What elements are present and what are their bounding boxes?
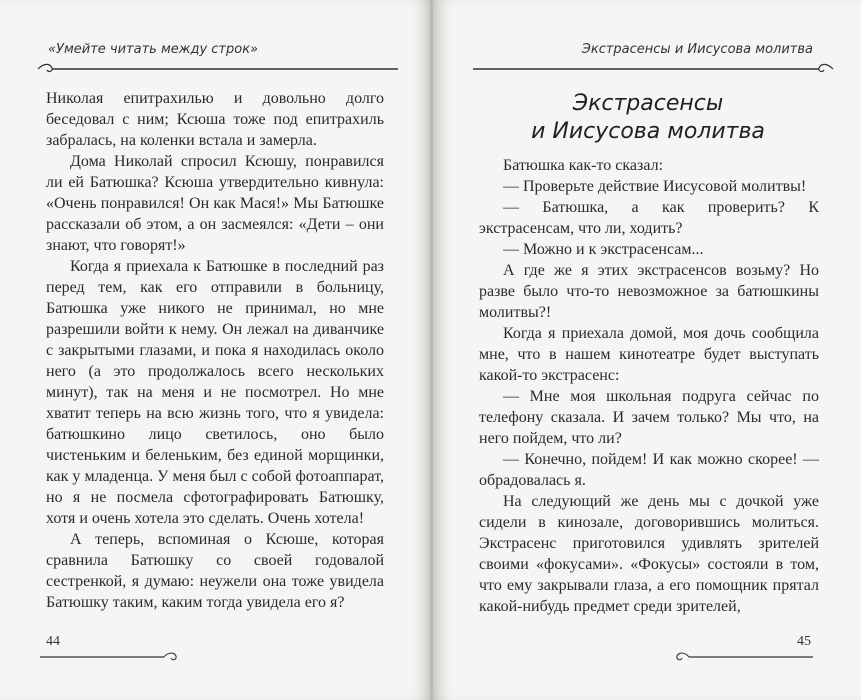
right-paragraph-7: — Мне моя школьная подруга сейчас по телефону сказала. И зачем только? Мы что, на него пойдем, что ли? — [479, 388, 819, 447]
right-paragraph-6: Когда я приехала домой, моя дочь сообщила мне, что в нашем кинотеатре будет выступать какой-то экстрасенс: — [479, 325, 819, 384]
chapter-title-line-2: и Иисусова молитва — [531, 119, 765, 144]
right-paragraph-8: — Конечно, пойдем! И как можно скорее! — обрадовалась я. — [479, 451, 819, 489]
right-running-head: Экстрасенсы и Иисусова молитва — [581, 42, 813, 57]
left-footer-ornament — [40, 650, 180, 662]
right-header-rule — [469, 62, 837, 76]
right-body-text — [479, 155, 819, 617]
right-footer-ornament — [673, 650, 813, 662]
right-paragraph-4: — Можно и к экстрасенсам... — [503, 241, 704, 258]
left-paragraph-3: Когда я приехала к Батюшке в последний раз перед тем, как его отправили в больницу, Батюшка уже никого не принимал, но мне разрешили войти к нему. Он лежал на диванчике с закрытыми глазами, и пока я находилась около него (а это продолжалось всего нескольких минут), так на меня и не посмотрел. Но мне хватит теперь на всю жизнь того, что я увидела: батюшкино лицо светилось, оно было чистеньким и беленьким, без единой морщинки, как у младенца. У меня был с собой фотоаппарат, но я не посмела сфотографировать Батюшку, хотя и очень хотела это сделать. Очень хотела! — [46, 258, 384, 527]
right-page-number: 45 — [797, 634, 811, 649]
chapter-title-line-1: Экстрасенсы — [572, 91, 724, 116]
right-paragraph-1: Батюшка как-то сказал: — [503, 157, 664, 174]
left-paragraph-4: А теперь, вспоминая о Ксюше, которая сравнила Батюшку со своей годовалой сестренкой, я думаю: неужели она тоже увидела Батюшку таким, каким тогда увидела его я? — [46, 531, 384, 611]
right-paragraph-9: На следующий же день мы с дочкой уже сидели в кинозале, договорившись молиться. Экстрасенс приготовился удивлять зрителей своими «фокусами». «Фокусы» состояли в том, что ему закрывали глаза, а его помощник прятал какой-нибудь предмет среди зрителей, — [479, 493, 819, 615]
right-paragraph-5: А где же я этих экстрасенсов возьму? Но разве было что-то невозможное за батюшкины молитвы?! — [479, 262, 819, 321]
left-paragraph-2: Дома Николай спросил Ксюшу, понравился ли ей Батюшка? Ксюша утвердительно кивнула: «Очень понравился! Он как Мася!» Мы Батюшке рассказали об этом, а он засмеялся: «Дети – они знают, что говорят!» — [46, 153, 384, 254]
left-paragraph-1: Николая епитрахилью и довольно долго беседовал с ним; Ксюша тоже под епитрахиль забралась, на коленки встала и замерла. — [46, 90, 384, 149]
left-page-number: 44 — [46, 634, 60, 649]
right-paragraph-2: — Проверьте действие Иисусовой молитвы! — [503, 178, 807, 195]
left-body-text — [46, 88, 384, 613]
right-page — [433, 0, 861, 700]
left-header-rule — [34, 62, 402, 76]
left-running-head: «Умейте читать между строк» — [48, 42, 259, 57]
right-paragraph-3: — Батюшка, а как проверить? К экстрасенсам, что ли, ходить? — [479, 199, 819, 237]
chapter-title — [493, 90, 803, 146]
